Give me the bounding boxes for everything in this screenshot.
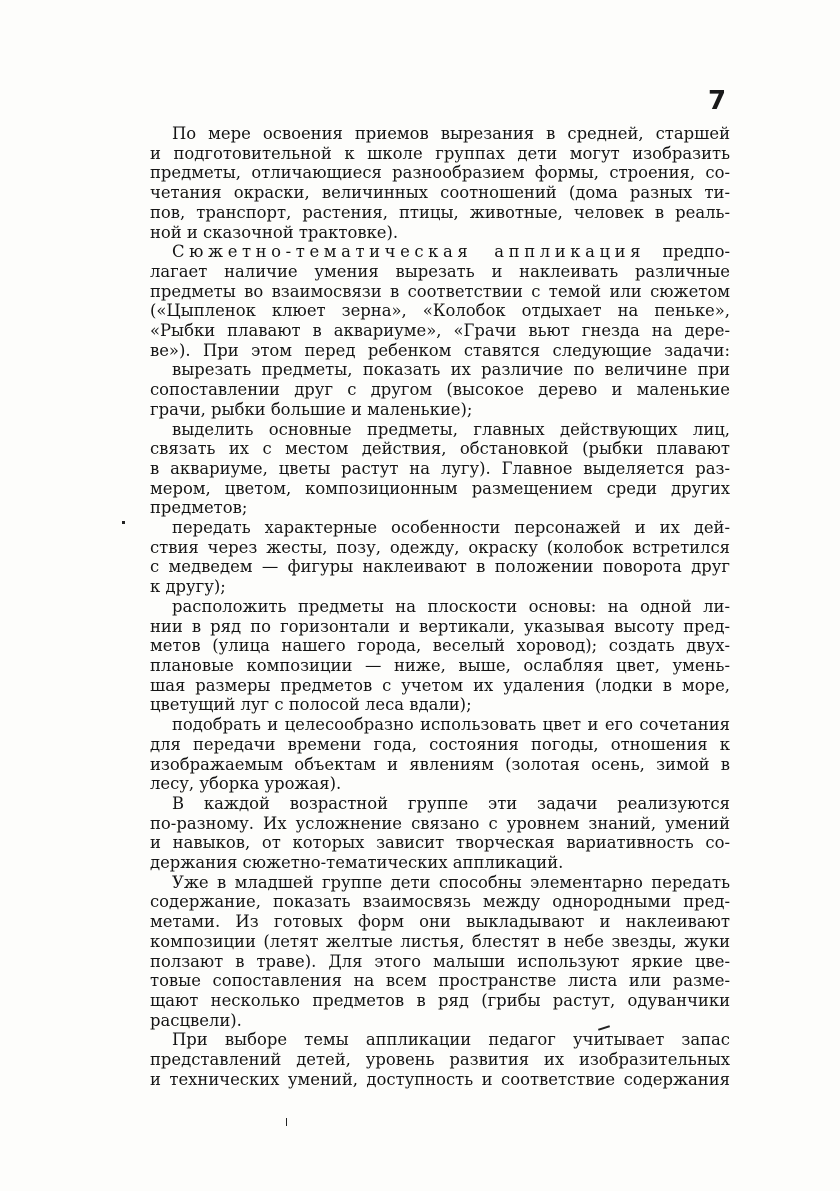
- text-line: ползают в траве). Для этого малыши используют яркие цве-: [150, 951, 730, 971]
- text-line: по-разному. Их усложнение связано с уровнем знаний, умений: [150, 813, 730, 833]
- scan-mark: [122, 521, 125, 524]
- text-line: В каждой возрастной группе эти задачи реализуются: [172, 793, 730, 813]
- text-line: лагает наличие умения вырезать и наклеивать различные: [150, 261, 730, 281]
- text-line: товые сопоставления на всем пространстве листа или разме-: [150, 971, 730, 991]
- text-line: ной и сказочной трактовке).: [150, 222, 399, 242]
- text-line: цветущий луг с полосой леса вдали);: [150, 695, 472, 715]
- text-line: и технических умений, доступность и соответствие содержания: [150, 1069, 730, 1089]
- text-line: Уже в младшей группе дети способны элементарно передать: [172, 872, 730, 892]
- text-line: изображаемым объектам и явлениям (золотая осень, зимой в: [150, 754, 730, 774]
- text-line: плановые композиции — ниже, выше, ослабляя цвет, умень-: [150, 655, 730, 675]
- text-line: пов, транспорт, растения, птицы, животные, человек в реаль-: [150, 202, 730, 222]
- text-line: предметы, отличающиеся разнообразием формы, строения, со-: [150, 163, 730, 183]
- text-line: связать их с местом действия, обстановкой (рыбки плавают: [150, 439, 730, 459]
- text-line: представлений детей, уровень развития их изобразительных: [150, 1050, 730, 1070]
- text-line: с медведем — фигуры наклеивают в положении поворота друг: [150, 557, 730, 577]
- text-line: в аквариуме, цветы растут на лугу). Главное выделяется раз-: [150, 458, 730, 478]
- text-line: лесу, уборка урожая).: [150, 774, 342, 794]
- text-line: [150, 242, 730, 262]
- text-line: передать характерные особенности персонажей и их дей-: [172, 518, 730, 538]
- paragraph: [150, 794, 730, 873]
- text-line: к другу);: [150, 577, 226, 597]
- text-line: По мере освоения приемов вырезания в средней, старшей: [172, 124, 730, 143]
- spaced-term: Сюжетно-тематическая аппликация: [172, 242, 646, 262]
- text-line: метов (улица нашего города, веселый хоровод); создать двух-: [150, 636, 730, 656]
- text-line: расположить предметы на плоскости основы: на одной ли-: [172, 596, 730, 616]
- text-line: щают несколько предметов в ряд (грибы растут, одуванчики: [150, 990, 730, 1010]
- text-line: мером, цветом, композиционным размещением среди других: [150, 478, 730, 498]
- text-line: композиции (летят желтые листья, блестят в небе звезды, жуки: [150, 931, 730, 951]
- body-text: [150, 124, 730, 1089]
- text-line: четания окраски, величинных соотношений (дома разных ти-: [150, 183, 730, 203]
- text-line: для передачи времени года, состояния погоды, отношения к: [150, 734, 730, 754]
- paragraph: [150, 420, 730, 519]
- page-number: 7: [708, 86, 727, 116]
- paragraph: [150, 1030, 730, 1089]
- paragraph: [150, 873, 730, 1031]
- text-line: подобрать и целесообразно использовать цвет и его сочетания: [172, 715, 730, 735]
- text-line: При выборе темы аппликации педагог учитывает запас: [172, 1030, 730, 1050]
- text-line: ве»). При этом перед ребенком ставятся следующие задачи:: [150, 340, 730, 360]
- text-line: предметы во взаимосвязи в соответствии с темой или сюжетом: [150, 281, 730, 301]
- text-line: «Рыбки плавают в аквариуме», «Грачи вьют гнезда на дере-: [150, 321, 730, 341]
- text-line: нии в ряд по горизонтали и вертикали, указывая высоту пред-: [150, 616, 730, 636]
- text-line: держания сюжетно-тематических аппликаций.: [150, 853, 564, 873]
- text-line: и подготовительной к школе группах дети могут изобразить: [150, 143, 730, 163]
- text-line: вырезать предметы, показать их различие по величине при: [172, 360, 730, 380]
- text-line: грачи, рыбки большие и маленькие);: [150, 399, 473, 419]
- paragraph: [150, 124, 730, 242]
- text-line: содержание, показать взаимосвязь между однородными пред-: [150, 892, 730, 912]
- text-line: расцвели).: [150, 1010, 242, 1030]
- paragraph: [150, 360, 730, 419]
- text-line: предметов;: [150, 498, 248, 518]
- text-line: и навыков, от которых зависит творческая вариативность со-: [150, 833, 730, 853]
- text-line: шая размеры предметов с учетом их удаления (лодки в море,: [150, 675, 730, 695]
- paragraph: [150, 242, 730, 360]
- paragraph: [150, 597, 730, 715]
- text-line: метами. Из готовых форм они выкладывают и наклеивают: [150, 912, 730, 932]
- text-line: сопоставлении друг с другом (высокое дерево и маленькие: [150, 380, 730, 400]
- paragraph: [150, 715, 730, 794]
- text-line: выделить основные предметы, главных действующих лиц,: [172, 419, 730, 439]
- text-line: («Цыпленок клюет зерна», «Колобок отдыхает на пеньке»,: [150, 301, 730, 321]
- paragraph: [150, 518, 730, 597]
- text-run: предпо-: [645, 242, 730, 262]
- scan-mark: [286, 1118, 287, 1126]
- text-line: ствия через жесты, позу, одежду, окраску (колобок встретился: [150, 537, 730, 557]
